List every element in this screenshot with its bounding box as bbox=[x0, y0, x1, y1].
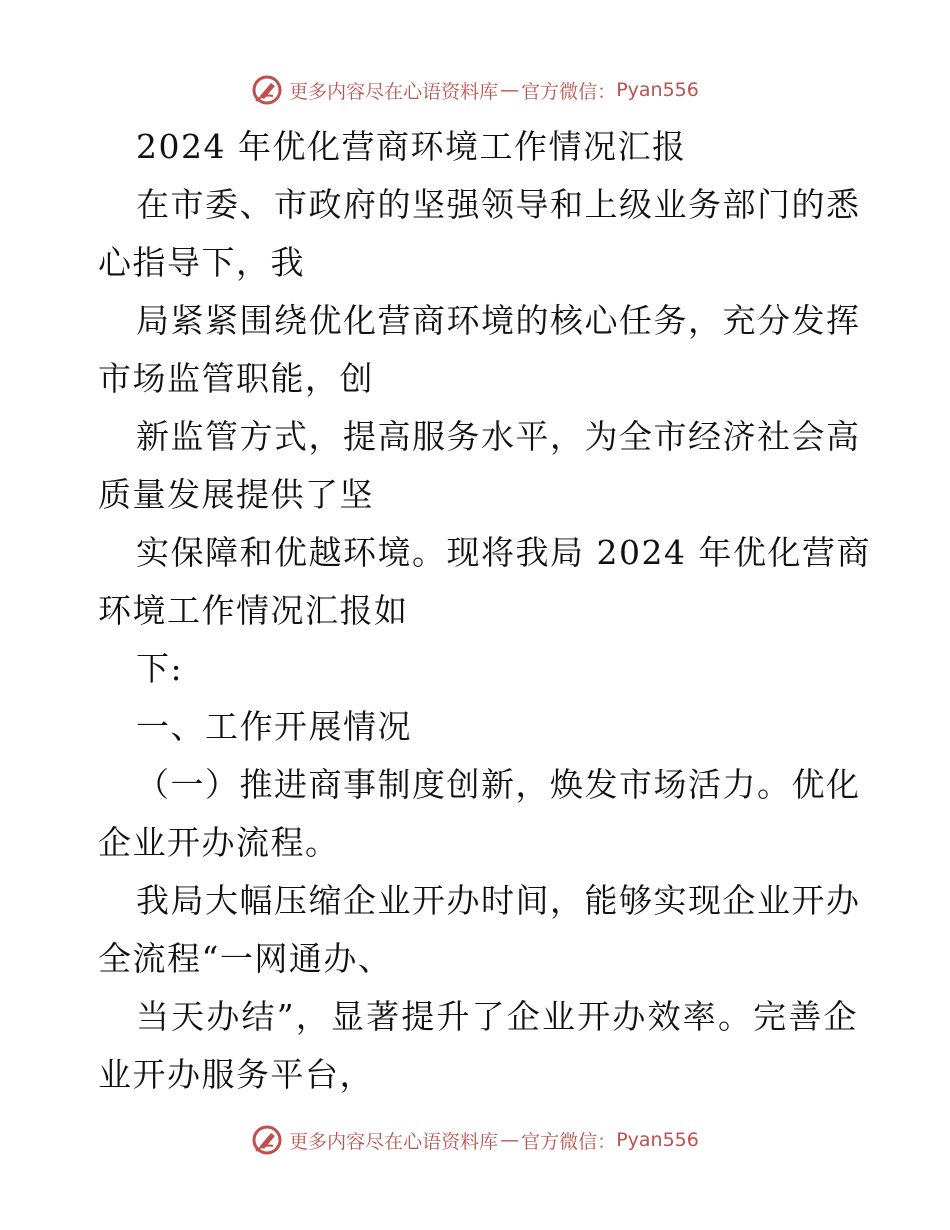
paragraph-line: 业开办服务平台， bbox=[98, 1055, 374, 1094]
document-body bbox=[98, 118, 871, 1104]
paragraph-line: 新监管方式，提高服务水平，为全市经济社会高 bbox=[136, 417, 861, 456]
paragraph-line: 企业开办流程。 bbox=[98, 823, 340, 862]
paragraph-line: 局紧紧围绕优化营商环境的核心任务，充分发挥 bbox=[136, 301, 861, 340]
paragraph-line: 下: bbox=[136, 649, 184, 688]
paragraph-line: 实保障和优越环境。现将我局 2024 年优化营商 bbox=[136, 533, 871, 572]
subsection-heading: （一）推进商事制度创新，焕发市场活力。优化 bbox=[136, 765, 861, 804]
header-watermark bbox=[0, 70, 950, 110]
watermark-id: Pyan556 bbox=[616, 1129, 699, 1151]
section-heading: 一、工作开展情况 bbox=[136, 707, 412, 746]
logo-icon bbox=[251, 74, 283, 106]
paragraph-line: 在市委、市政府的坚强领导和上级业务部门的悉 bbox=[136, 185, 861, 224]
document-title: 2024 年优化营商环境工作情况汇报 bbox=[136, 127, 687, 166]
footer-watermark bbox=[0, 1120, 950, 1160]
watermark-separator: — bbox=[500, 1129, 520, 1151]
watermark-id: Pyan556 bbox=[616, 79, 699, 101]
paragraph-line: 全流程“一网通办、 bbox=[98, 939, 393, 978]
paragraph-line: 质量发展提供了坚 bbox=[98, 475, 374, 514]
watermark-suffix: 官方微信： bbox=[521, 80, 617, 103]
watermark-separator: — bbox=[500, 79, 520, 101]
paragraph-line: 心指导下，我 bbox=[98, 243, 305, 282]
watermark-text: 更多内容尽在心语资料库 bbox=[289, 1130, 499, 1153]
watermark-text: 更多内容尽在心语资料库 bbox=[289, 80, 499, 103]
paragraph-line: 我局大幅压缩企业开办时间，能够实现企业开办 bbox=[136, 881, 861, 920]
watermark-suffix: 官方微信： bbox=[521, 1130, 617, 1153]
paragraph-line: 市场监管职能，创 bbox=[98, 359, 374, 398]
paragraph-line: 环境工作情况汇报如 bbox=[98, 591, 409, 630]
logo-icon bbox=[251, 1124, 283, 1156]
paragraph-line: 当天办结”，显著提升了企业开办效率。完善企 bbox=[136, 997, 858, 1036]
